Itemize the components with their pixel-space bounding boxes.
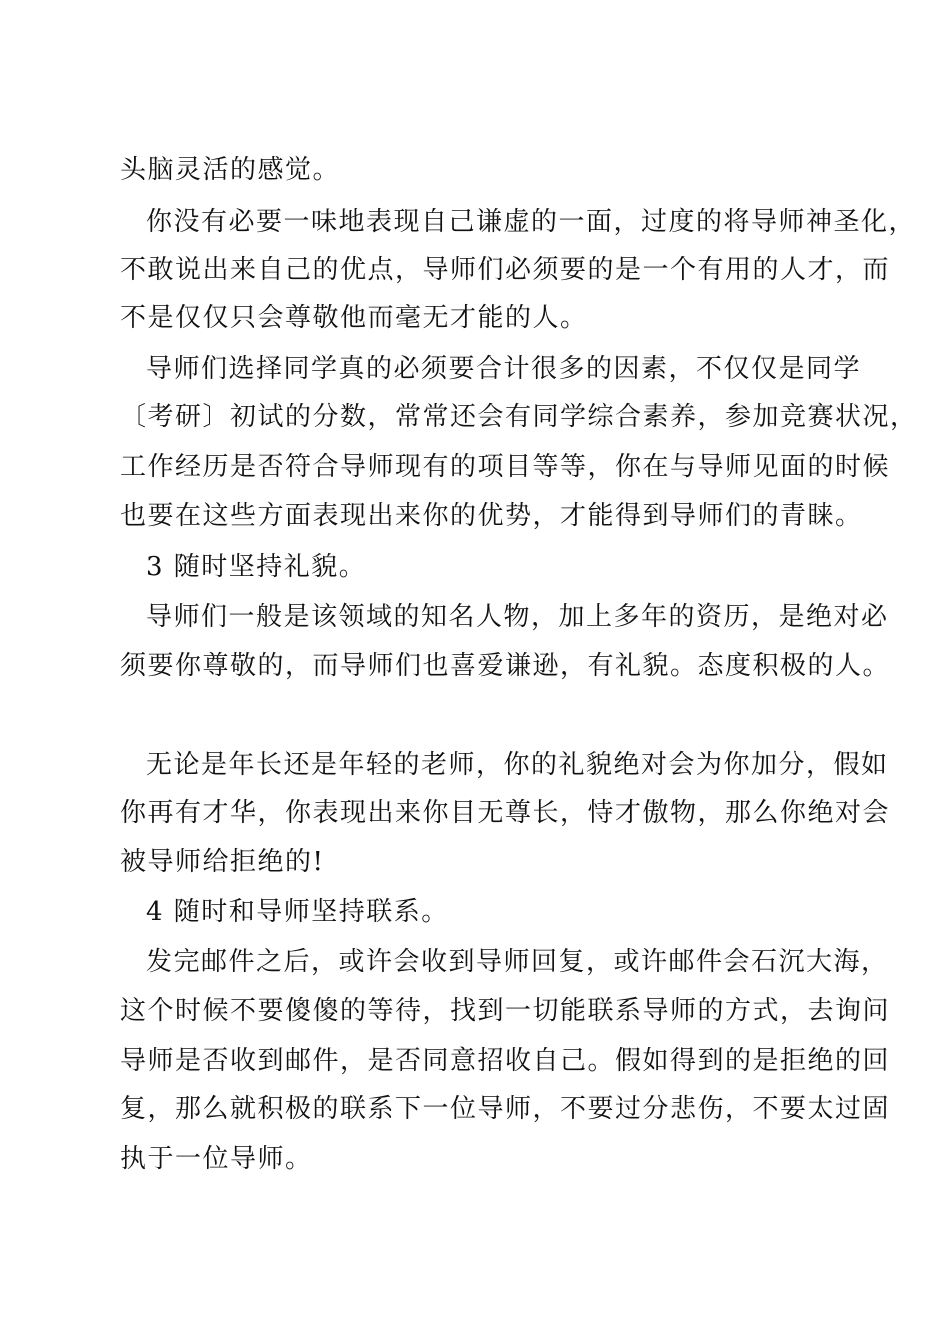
text-line: 无论是年长还是年轻的老师，你的礼貌绝对会为你加分，假如 bbox=[146, 750, 889, 780]
text-line: 导师是否收到邮件，是否同意招收自己。假如得到的是拒绝的回 bbox=[120, 1046, 891, 1076]
text-line: 发完邮件之后，或许会收到导师回复，或许邮件会石沉大海， bbox=[146, 947, 889, 977]
text-line: 不敢说出来自己的优点，导师们必须要的是一个有用的人才，而 bbox=[120, 255, 891, 285]
text-line: 不是仅仅只会尊敬他而毫无才能的人。 bbox=[120, 303, 588, 333]
text-line: 导师们选择同学真的必须要合计很多的因素，不仅仅是同学 bbox=[146, 354, 862, 384]
section-heading: 4 随时和导师坚持联系。 bbox=[146, 897, 449, 927]
text-line: 这个时候不要傻傻的等待，找到一切能联系导师的方式，去询问 bbox=[120, 996, 891, 1026]
text-line: 也要在这些方面表现出来你的优势，才能得到导师们的青睐。 bbox=[120, 501, 863, 531]
text-line: 被导师给拒绝的! bbox=[120, 847, 325, 877]
text-line: 执于一位导师。 bbox=[120, 1144, 313, 1174]
text-line: 须要你尊敬的，而导师们也喜爱谦逊，有礼貌。态度积极的人。 bbox=[120, 651, 891, 681]
text-line: 复，那么就积极的联系下一位导师，不要过分悲伤，不要太过固 bbox=[120, 1094, 891, 1124]
text-line: 〔考研〕初试的分数，常常还会有同学综合素养，参加竞赛状况， bbox=[120, 402, 918, 432]
text-line: 你没有必要一味地表现自己谦虚的一面，过度的将导师神圣化， bbox=[146, 207, 917, 237]
text-line: 你再有才华，你表现出来你目无尊长，恃才傲物，那么你绝对会 bbox=[120, 798, 891, 828]
text-line: 工作经历是否符合导师现有的项目等等，你在与导师见面的时候 bbox=[120, 452, 891, 482]
text-line: 导师们一般是该领域的知名人物，加上多年的资历，是绝对必 bbox=[146, 602, 889, 632]
section-heading: 3 随时坚持礼貌。 bbox=[146, 552, 367, 582]
text-line: 头脑灵活的感觉。 bbox=[120, 155, 341, 185]
